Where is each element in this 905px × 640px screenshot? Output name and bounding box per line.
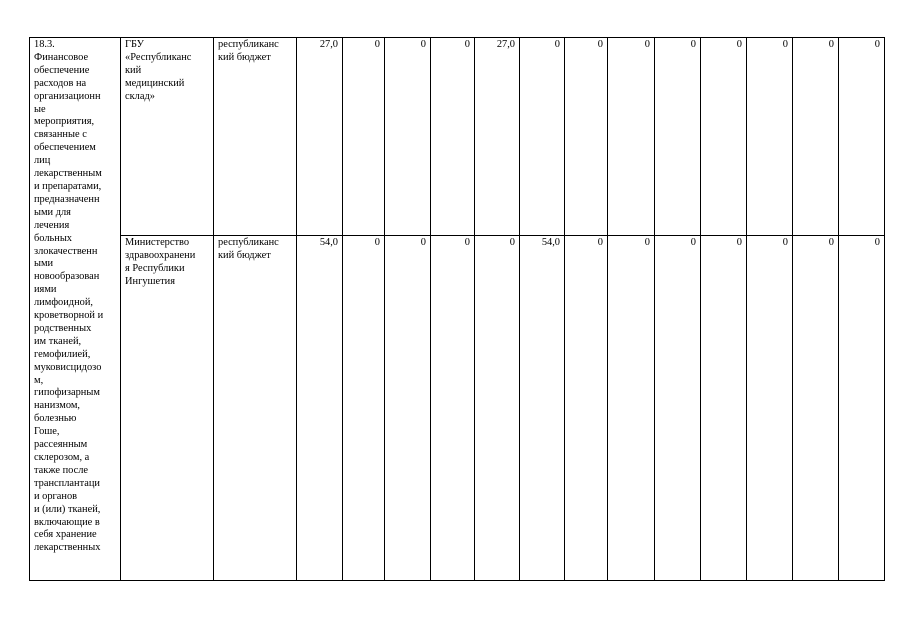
funding-source-cell: республиканс кий бюджет xyxy=(214,236,297,581)
measure-description-cell: 18.3. Финансовое обеспечение расходов на организационн ые мероприятия, связанные с обеспечением лиц лекарственным и препаратами, предназначенн ыми для лечения больных злокачественн ыми новообразован иями лимфоидной, кроветворной и родственных им тканей, гемофилией, муковисцидозо м, гипофизарным нанизмом, болезнью Гоше, рассеянным склерозом, а также после трансплантаци и органов и (или) тканей, включающие в себя хранение лекарственных xyxy=(30,38,121,581)
value-cell: 0 xyxy=(385,236,431,581)
value-cell: 54,0 xyxy=(297,236,343,581)
value-cell: 0 xyxy=(608,38,655,236)
value-cell: 0 xyxy=(608,236,655,581)
executor-cell: ГБУ «Республиканс кий медицинский склад» xyxy=(121,38,214,236)
value-cell: 0 xyxy=(655,236,701,581)
value-cell: 0 xyxy=(701,236,747,581)
value-cell: 0 xyxy=(701,38,747,236)
value-cell: 0 xyxy=(565,236,608,581)
value-cell: 27,0 xyxy=(297,38,343,236)
value-cell: 0 xyxy=(343,236,385,581)
value-cell: 0 xyxy=(839,236,885,581)
value-cell: 0 xyxy=(431,236,475,581)
value-cell: 0 xyxy=(475,236,520,581)
value-cell: 0 xyxy=(747,38,793,236)
value-cell: 0 xyxy=(520,38,565,236)
value-cell: 0 xyxy=(655,38,701,236)
value-cell: 0 xyxy=(793,38,839,236)
value-cell: 0 xyxy=(565,38,608,236)
value-cell: 0 xyxy=(431,38,475,236)
value-cell: 0 xyxy=(747,236,793,581)
value-cell: 0 xyxy=(343,38,385,236)
value-cell: 0 xyxy=(839,38,885,236)
table-row xyxy=(30,38,885,236)
value-cell: 54,0 xyxy=(520,236,565,581)
table-row xyxy=(30,236,885,581)
budget-table xyxy=(29,37,885,581)
executor-cell: Министерство здравоохранени я Республики Ингушетия xyxy=(121,236,214,581)
value-cell: 0 xyxy=(793,236,839,581)
funding-source-cell: республиканс кий бюджет xyxy=(214,38,297,236)
value-cell: 27,0 xyxy=(475,38,520,236)
value-cell: 0 xyxy=(385,38,431,236)
